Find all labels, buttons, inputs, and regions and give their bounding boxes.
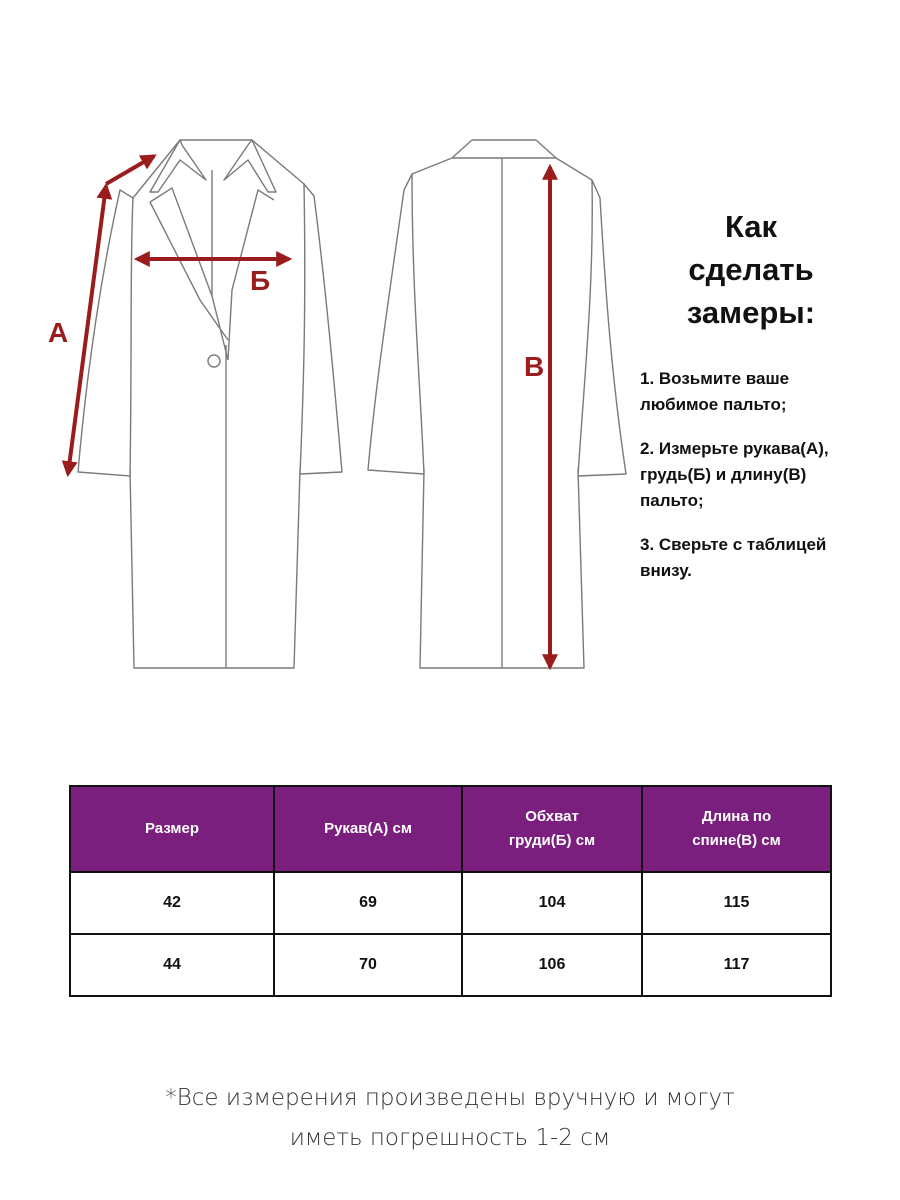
coat-front-sketch xyxy=(78,140,342,668)
cell-length: 115 xyxy=(642,872,831,934)
label-chest: Б xyxy=(250,265,271,296)
cell-chest: 104 xyxy=(462,872,642,934)
shoulder-arrow xyxy=(106,156,154,184)
col-length: Длина по спине(В) см xyxy=(642,786,831,872)
cell-length: 117 xyxy=(642,934,831,996)
step-1: 1. Возьмите ваше любимое пальто; xyxy=(640,369,790,414)
footnote: *Все измерения произведены вручную и могут иметь погрешность 1-2 см xyxy=(165,1085,735,1151)
step-3: 3. Сверьте с таблицей внизу. xyxy=(640,535,827,580)
col-sleeve: Рукав(А) см xyxy=(274,786,462,872)
table-header-row xyxy=(70,786,831,872)
label-sleeve: А xyxy=(48,317,69,348)
cell-size: 42 xyxy=(70,872,274,934)
button-icon xyxy=(208,355,220,367)
cell-chest: 106 xyxy=(462,934,642,996)
coat-back-sketch xyxy=(368,140,626,668)
instructions-panel xyxy=(640,205,890,602)
table-row xyxy=(70,934,831,996)
cell-sleeve: 70 xyxy=(274,934,462,996)
instructions-title: Как сделать замеры: xyxy=(686,209,816,330)
col-chest: Обхват груди(Б) см xyxy=(462,786,642,872)
col-size: Размер xyxy=(70,786,274,872)
cell-size: 44 xyxy=(70,934,274,996)
table-row xyxy=(70,872,831,934)
label-length: В xyxy=(524,351,545,382)
size-table xyxy=(69,785,832,997)
cell-sleeve: 69 xyxy=(274,872,462,934)
step-2: 2. Измерьте рукава(А), грудь(Б) и длину(В) пальто; xyxy=(640,439,829,510)
